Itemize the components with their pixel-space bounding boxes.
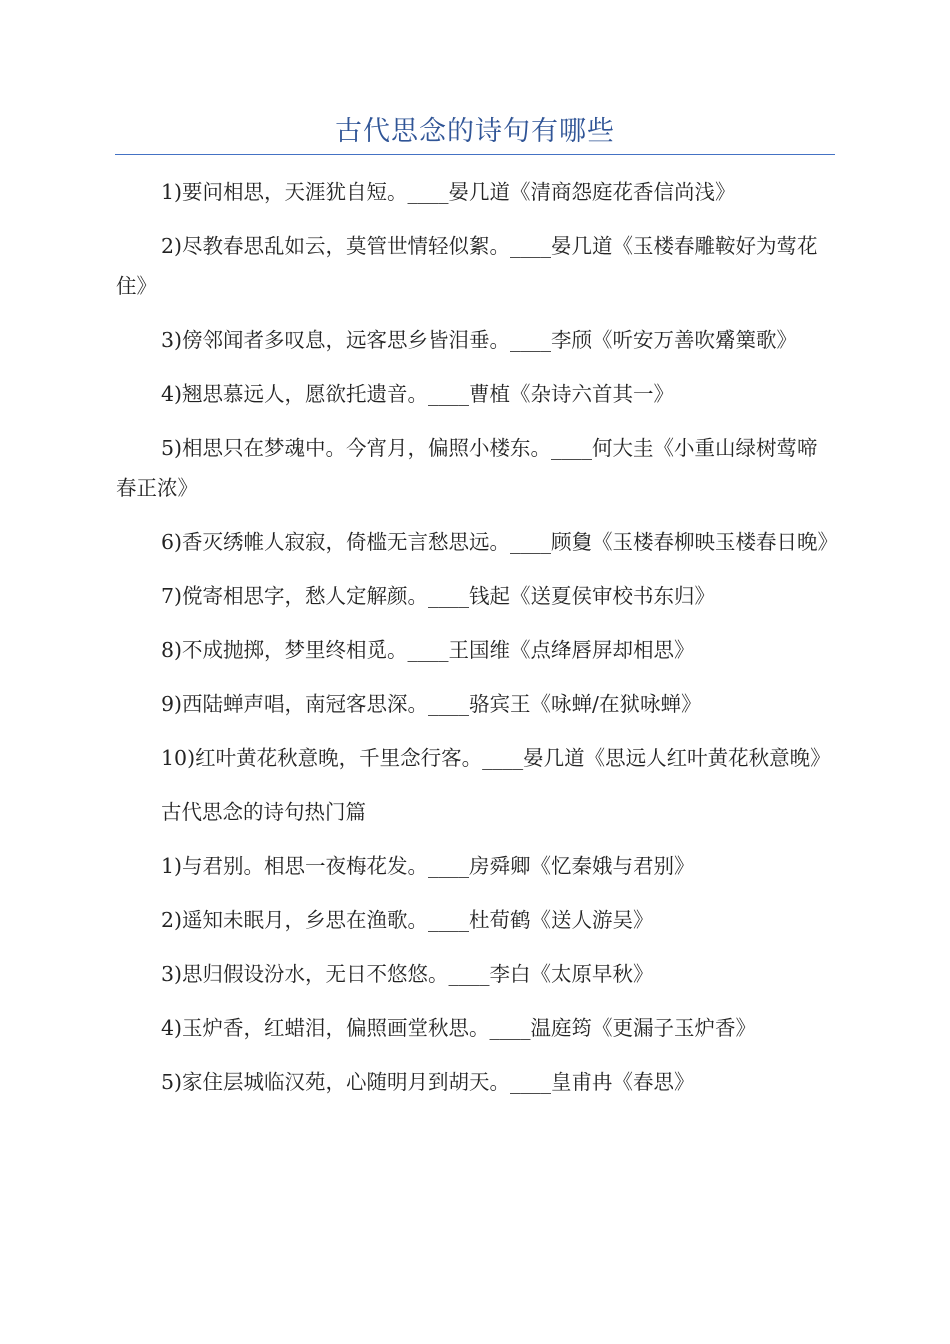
paragraph-11: 1)与君别。相思一夜梅花发。____房舜卿《忆秦娥与君别》 [161, 854, 695, 878]
document-title: 古代思念的诗句有哪些 [335, 116, 615, 147]
paragraph-15: 5)家住层城临汉苑，心随明月到胡天。____皇甫冉《春思》 [161, 1070, 695, 1094]
paragraph-5: 5)相思只在梦魂中。今宵月，偏照小楼东。____何大圭《小重山绿树莺啼春正浓》 [116, 436, 818, 500]
document-body [116, 172, 839, 1116]
paragraph-10: 10)红叶黄花秋意晚，千里念行客。____晏几道《思远人红叶黄花秋意晚》 [161, 746, 831, 770]
paragraph-9: 9)西陆蝉声唱，南冠客思深。____骆宾王《咏蝉/在狱咏蝉》 [161, 692, 702, 716]
paragraph-4: 4)翘思慕远人，愿欲托遗音。____曹植《杂诗六首其一》 [161, 382, 675, 406]
paragraph-14: 4)玉炉香，红蜡泪，偏照画堂秋思。____温庭筠《更漏子玉炉香》 [161, 1016, 757, 1040]
paragraph-13: 3)思归假设汾水，无日不悠悠。____李白《太原早秋》 [161, 962, 654, 986]
paragraph-6: 6)香灭绣帷人寂寂，倚槛无言愁思远。____顾敻《玉楼春柳映玉楼春日晚》 [161, 530, 839, 554]
paragraph-7: 7)傥寄相思字，愁人定解颜。____钱起《送夏侯审校书东归》 [161, 584, 716, 608]
paragraph-12: 2)遥知未眠月，乡思在渔歌。____杜荀鹤《送人游吴》 [161, 908, 654, 932]
paragraph-1: 1)要问相思，天涯犹自短。____晏几道《清商怨庭花香信尚浅》 [161, 180, 736, 204]
paragraph-2: 2)尽教春思乱如云，莫管世情轻似絮。____晏几道《玉楼春雕鞍好为莺花住》 [116, 234, 818, 298]
paragraph-8: 8)不成抛掷，梦里终相觅。____王国维《点绛唇屏却相思》 [161, 638, 695, 662]
section-heading: 古代思念的诗句热门篇 [161, 800, 366, 824]
paragraph-3: 3)傍邻闻者多叹息，远客思乡皆泪垂。____李颀《听安万善吹觱篥歌》 [161, 328, 798, 352]
title-underline [115, 154, 835, 155]
